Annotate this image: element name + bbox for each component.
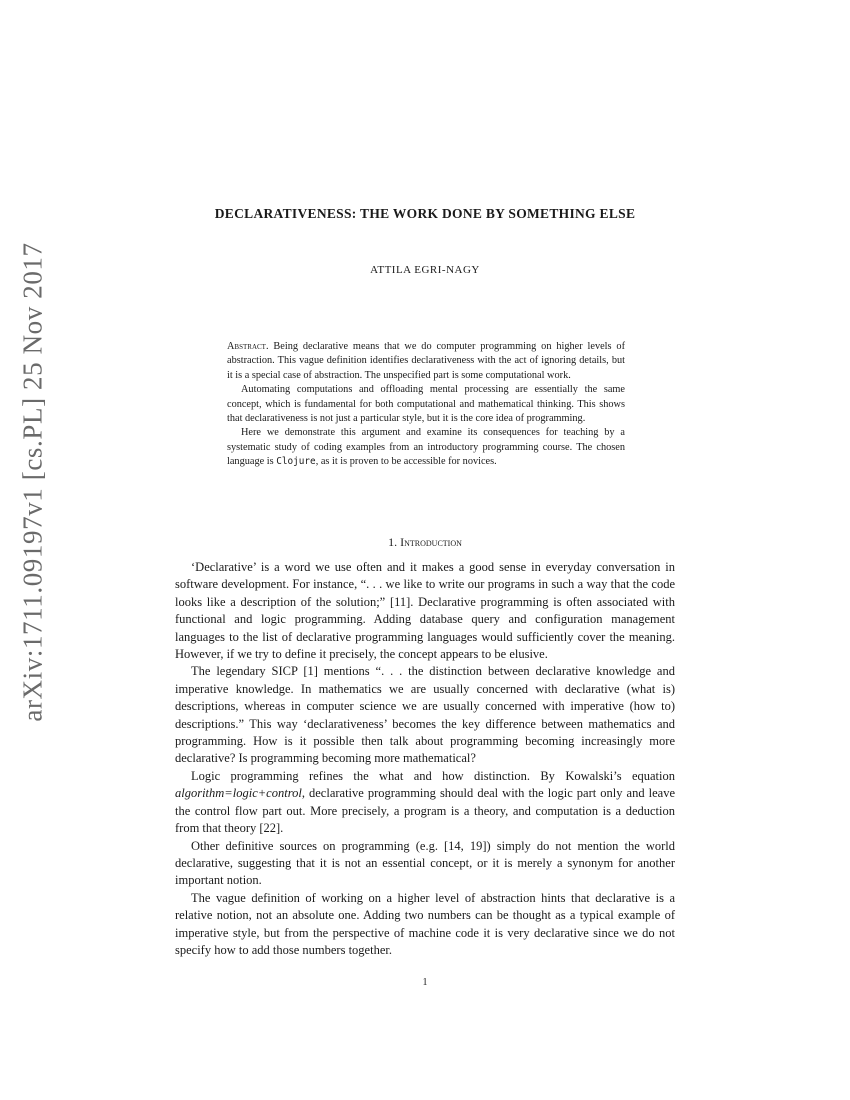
paper-title: DECLARATIVENESS: THE WORK DONE BY SOMETHING ELSE	[214, 206, 636, 221]
abstract	[227, 340, 625, 470]
arxiv-identifier-text: arXiv:1711.09197v1 [cs.PL] 25 Nov 2017	[17, 242, 48, 722]
section-number: 1.	[388, 535, 398, 549]
introduction-body	[175, 559, 675, 959]
page-number: 1	[422, 977, 428, 988]
paper-author: ATTILA EGRI-NAGY	[370, 264, 480, 276]
section-heading-introduction	[175, 535, 675, 550]
intro-paragraph-5: The vague definition of working on a higher level of abstraction hints that declarative is a relative notion, not an absolute one. Adding two numbers can be thought as a typical example of imperative style, but from the perspective of machine code it is very declarative since we do not specify how to add those numbers together.	[175, 890, 675, 957]
abstract-paragraph-1	[227, 340, 625, 383]
arxiv-identifier-stamp	[8, 242, 58, 722]
intro-text-3a: Logic programming refines the what and how distinction. By Kowalski’s equation	[191, 768, 675, 783]
section-title: Introduction	[400, 535, 462, 549]
abstract-text-3a: Here we demonstrate this argument and examine its consequences for teaching by a systematic study of coding examples from an introductory programming course. The chosen language is	[227, 427, 625, 468]
abstract-paragraph-2: Automating computations and offloading mental processing are essentially the same concept, which is fundamental for both computational and mathematical thinking. This shows that declarativeness is not just a particular style, but it is the core idea of programming.	[227, 384, 625, 425]
intro-paragraph-2: The legendary SICP [1] mentions “. . . the distinction between declarative knowledge and imperative knowledge. In mathematics we are usually concerned with declarative (what is) descriptions, whereas in computer science we are usually concerned with imperative (how to) descriptions.” This way ‘declarativeness’ becomes the key difference between mathematics and programming. How is it possible then talk about programming becoming increasingly more declarative? Is programming becoming more mathematical?	[175, 664, 675, 766]
kowalski-equation: algorithm=logic+control	[175, 786, 302, 801]
abstract-text-1: Being declarative means that we do computer programming on higher levels of abstraction. This vague definition identifies declarativeness with the act of ignoring details, but it is a special case of abstraction. The unspecified part is some computational work.	[227, 341, 625, 381]
clojure-code-term: Clojure	[276, 456, 316, 468]
intro-paragraph-3	[175, 768, 675, 838]
abstract-text-3b: , as it is proven to be accessible for novices.	[315, 456, 497, 468]
intro-text-3b: , declarative programming should deal with the logic part only and leave the control flow part out. More precisely, a program is a theory, and computation is a deduction from that theory [22].	[175, 786, 675, 836]
abstract-label: Abstract.	[227, 341, 269, 352]
abstract-paragraph-3	[227, 426, 625, 469]
intro-paragraph-1: ‘Declarative’ is a word we use often and it makes a good sense in everyday conversation in software development. For instance, “. . . we like to write our programs in such a way that the code looks like a description of the solution;” [11]. Declarative programming is often associated with functional and logic programming. Adding database query and configuration management languages to the list of declarative programming languages would sufficiently cover the meaning. However, if we try to define it precisely, the concept appears to be elusive.	[175, 560, 675, 662]
intro-paragraph-4: Other definitive sources on programming (e.g. [14, 19]) simply do not mention the world declarative, suggesting that it is not an essential concept, or it is merely a synonym for another important notion.	[175, 838, 675, 888]
